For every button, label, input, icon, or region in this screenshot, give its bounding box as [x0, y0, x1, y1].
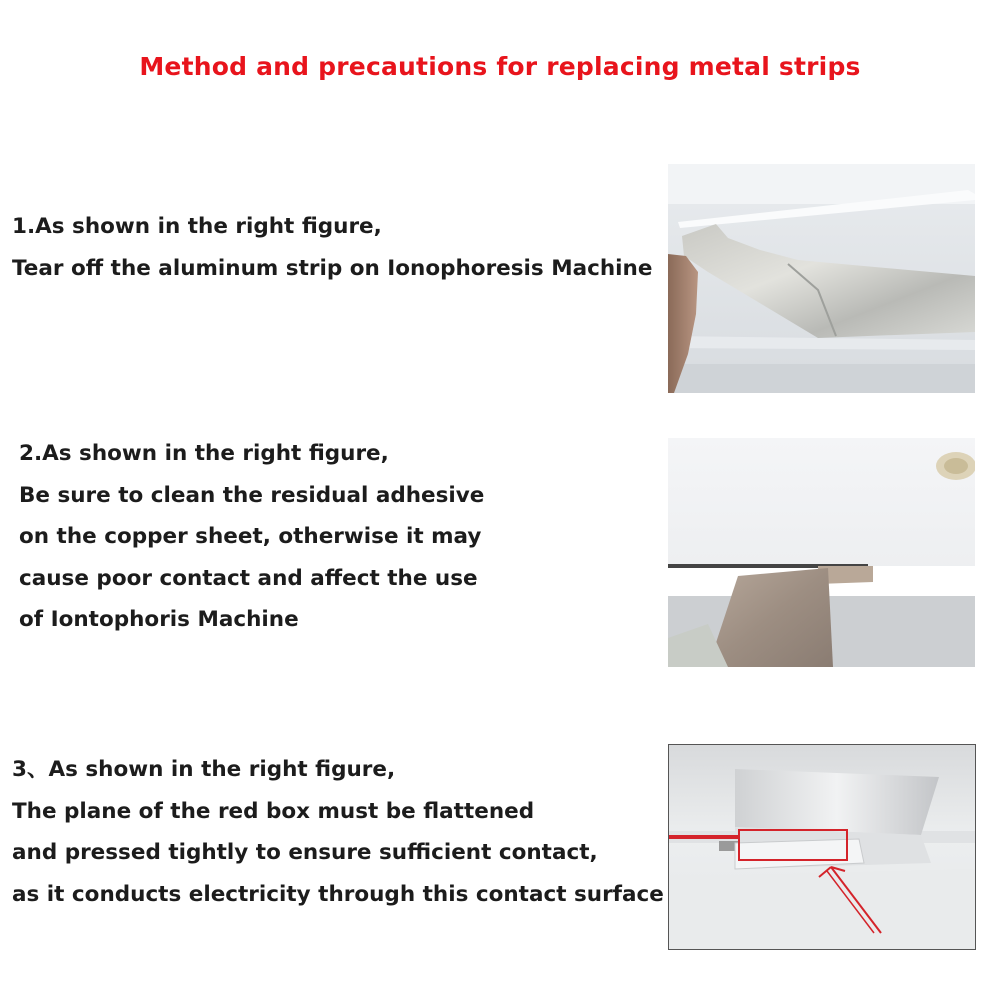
step-3-instruction-line-3: as it conducts electricity through this contact surface	[12, 881, 664, 907]
page-title: Method and precautions for replacing metal strips	[139, 52, 861, 81]
step-1-text	[12, 206, 652, 289]
step-1-heading: 1.As shown in the right figure,	[12, 214, 382, 239]
scraping-copper-sheet-photo	[668, 438, 975, 667]
step-3-heading: 3、As shown in the right figure,	[12, 757, 396, 782]
step-3-instruction-line-2: and pressed tightly to ensure sufficient contact,	[12, 840, 598, 865]
step-2-instruction-line-1: Be sure to clean the residual adhesive	[19, 482, 485, 508]
step-1-instruction: Tear off the aluminum strip on Ionophoresis Machine	[12, 255, 653, 281]
hand-peeling-aluminum-strip-photo	[668, 164, 975, 393]
step-2-instruction-line-2: on the copper sheet, otherwise it may	[19, 524, 482, 549]
step-3-instruction-line-1: The plane of the red box must be flattened	[12, 798, 535, 824]
step-2-text	[19, 433, 484, 641]
step-2-instruction-line-4: of Iontophoris Machine	[19, 607, 299, 632]
step-2-heading: 2.As shown in the right figure,	[19, 441, 389, 466]
step-3-text	[12, 749, 664, 915]
step-2-instruction-line-3: cause poor contact and affect the use	[19, 565, 478, 591]
flattened-contact-surface-photo	[668, 744, 976, 950]
